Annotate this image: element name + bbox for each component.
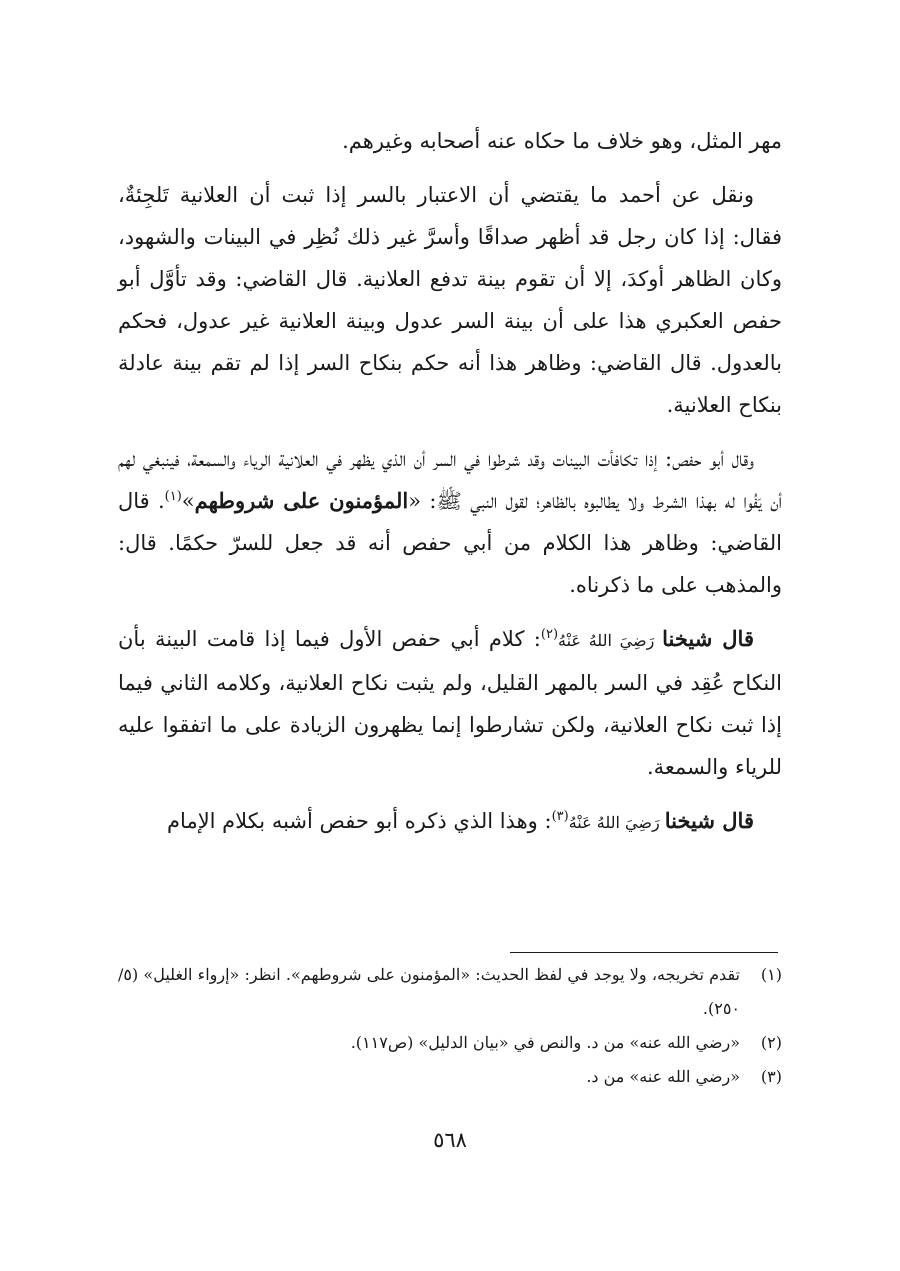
footnote-ref-3[interactable]: (٣) bbox=[551, 809, 569, 824]
text-segment: ونقل عن أحمد ما يقتضي أن الاعتبار بالسر إذا ثبت أن العلانية تَلجِئةٌ، فقال: إذا كان رجل قد أظهر صداقًا وأسرَّ غير ذلك نُظِر في البينات والشهود، وكان الظاهر أوكدَ، إلا أن تقوم بينة تدفع العلانية. قال القاضي: وقد تأوَّل أبو حفص العكبري هذا على أن بينة السر عدول وبينة العلانية غير عدول، فحكم بالعدول. قال القاضي: وظاهر هذا أنه حكم بنكاح السر إذا لم تقم بينة عادلة بنكاح العلانية. bbox=[118, 183, 782, 417]
text-segment: » bbox=[181, 489, 195, 513]
text-segment: . قال القاضي: وظاهر هذا الكلام من أبي حفص أنه قد جعل للسرّ حكمًا. قال: والمذهب على ما ذكرناه. bbox=[118, 489, 782, 597]
footnote-text: تقدم تخريجه، ولا يوجد في لفظ الحديث: «المؤمنون على شروطهم». انظر: «إرواء الغليل» (٥/ ٢٥٠). bbox=[118, 965, 740, 1018]
footnote-separator bbox=[510, 952, 778, 953]
footnote-number: (٣) bbox=[760, 1067, 782, 1086]
footnote-3 bbox=[118, 1060, 782, 1094]
footnote-number: (٢) bbox=[760, 1033, 782, 1052]
paragraph-1 bbox=[118, 120, 782, 162]
main-text bbox=[118, 120, 782, 844]
speaker-label: قال شيخنا bbox=[662, 626, 754, 651]
footnote-ref-2[interactable]: (٢) bbox=[540, 627, 559, 642]
footnote-text: «رضي الله عنه» من د. bbox=[586, 1067, 740, 1086]
footnote-1 bbox=[118, 958, 782, 1026]
footnote-ref-1[interactable]: (١) bbox=[164, 489, 182, 504]
footnote-number: (١) bbox=[760, 965, 782, 984]
paragraph-5 bbox=[118, 800, 782, 844]
footnotes bbox=[118, 958, 782, 1094]
speaker-label: قال شيخنا bbox=[664, 808, 754, 833]
text-segment: : كلام أبي حفص الأول فيما إذا قامت البينة بأن النكاح عُقِد في السر بالمهر القليل، ولم يثبت نكاح العلانية، وكلامه الثاني فيما إذا ثبت نكاح العلانية، ولكن تشارطوا إنما يظهرون الزيادة على ما اتفقوا عليه للرياء والسمعة. bbox=[118, 627, 782, 779]
text-segment: : وهذا الذي ذكره أبو حفص أشبه بكلام الإمام bbox=[167, 809, 552, 833]
honorific: رَضِيَ اللهُ عَنْهُ bbox=[558, 631, 663, 650]
paragraph-2 bbox=[118, 174, 782, 426]
page-number: ٥٦٨ bbox=[433, 1128, 467, 1152]
footnote-2 bbox=[118, 1026, 782, 1060]
text-segment: مهر المثل، وهو خلاف ما حكاه عنه أصحابه وغيرهم. bbox=[342, 129, 782, 153]
text-segment: وقال أبو حفص: إذا تكافأت البينات وقد شرطوا في السر أن الذي يظهر في العلانية الرياء والسمعة، فينبغي لهم أن يَفُوا له بهذا الشرط ولا يطالبوه بالظاهر؛ لقول النبي ﷺ: « bbox=[118, 447, 782, 513]
honorific: رَضِيَ اللهُ عَنْهُ bbox=[568, 813, 665, 832]
paragraph-4 bbox=[118, 618, 782, 788]
paragraph-3 bbox=[118, 438, 782, 606]
hadith-quote: المؤمنون على شروطهم bbox=[194, 488, 409, 513]
footnote-text: «رضي الله عنه» من د. والنص في «بيان الدليل» (ص١١٧). bbox=[350, 1033, 740, 1052]
